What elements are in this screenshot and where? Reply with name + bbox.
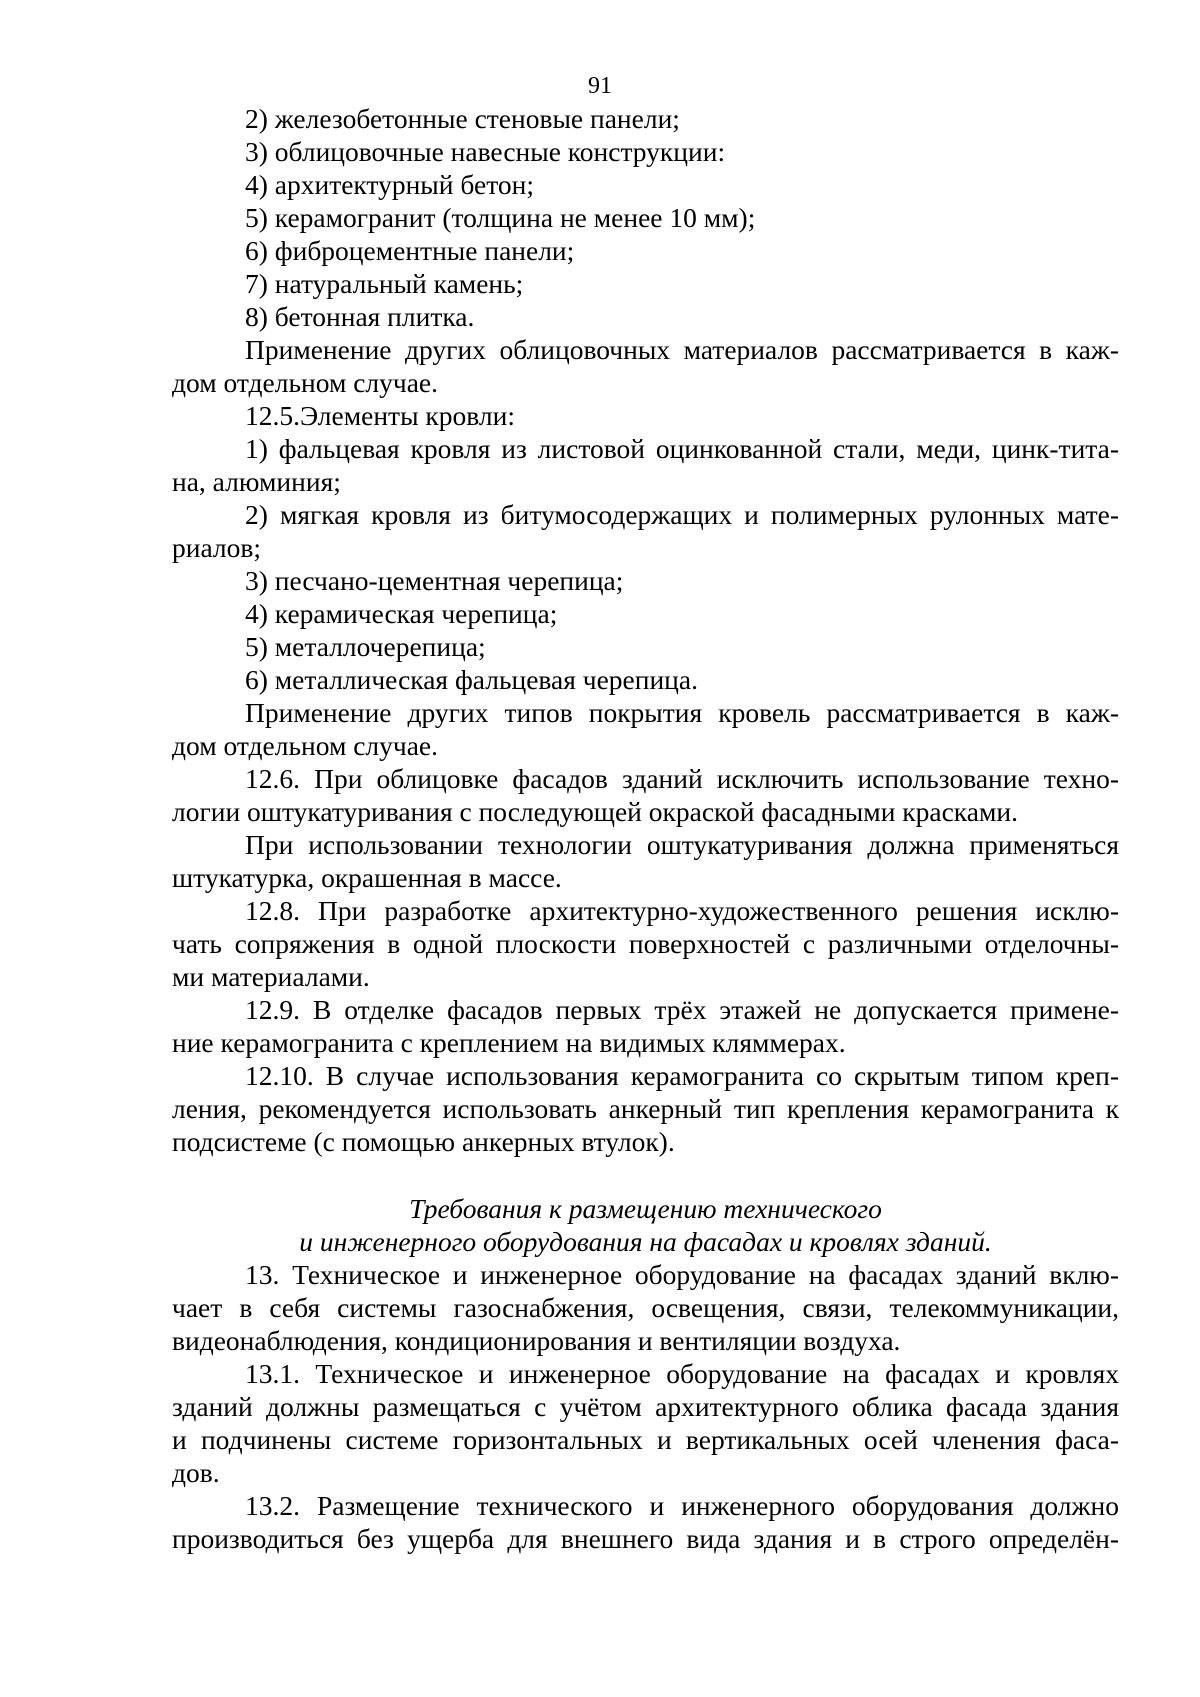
text-line: на, алюминия;: [172, 466, 341, 497]
text-line: Применение других облицовочных материалов рассматривается в каж-: [245, 334, 1119, 365]
text-line: и подчинены системе горизонтальных и вертикальных осей членения фаса-: [172, 1424, 1119, 1455]
text-line: ние керамогранита с креплением на видимых кляммерах.: [172, 1027, 846, 1058]
text-line: 12.5.Элементы кровли:: [245, 400, 515, 431]
text-line: штукатурка, окрашенная в массе.: [172, 862, 562, 893]
document-body: [172, 102, 1119, 1555]
text-line: 5) керамогранит (толщина не менее 10 мм);: [245, 202, 756, 233]
text-line: производиться без ущерба для внешнего вида здания и в строго определён-: [172, 1523, 1119, 1554]
text-line: 4) керамическая черепица;: [245, 598, 558, 629]
text-line: 12.6. При облицовке фасадов зданий исключить использование техно-: [245, 763, 1119, 794]
text-line: 3) облицовочные навесные конструкции:: [245, 136, 726, 167]
text-line: 4) архитектурный бетон;: [245, 169, 534, 200]
text-line: Применение других типов покрытия кровель рассматривается в каж-: [245, 697, 1119, 728]
heading-line: Требования к размещению технического: [409, 1193, 882, 1224]
text-line: 6) металлическая фальцевая черепица.: [245, 664, 698, 695]
text-line: ления, рекомендуется использовать анкерный тип крепления керамогранита к: [172, 1093, 1119, 1124]
text-line: При использовании технологии оштукатуривания должна применяться: [245, 829, 1119, 860]
text-line: 5) металлочерепица;: [245, 631, 486, 662]
text-line: 3) песчано-цементная черепица;: [245, 565, 624, 596]
text-line: 2) железобетонные стеновые панели;: [245, 103, 680, 134]
text-line: дом отдельном случае.: [172, 367, 439, 398]
text-block-before-heading: [172, 102, 1119, 1158]
text-line: зданий должны размещаться с учётом архитектурного облика фасада здания: [172, 1391, 1119, 1422]
text-line: чает в себя системы газоснабжения, освещения, связи, телекоммуникации,: [172, 1292, 1119, 1323]
text-line: видеонаблюдения, кондиционирования и вентиляции воздуха.: [172, 1325, 901, 1356]
text-block-after-heading: [172, 1258, 1119, 1555]
section-gap: [172, 1158, 1119, 1192]
text-line: 13. Техническое и инженерное оборудование на фасадах зданий вклю-: [245, 1259, 1119, 1290]
text-line: 12.10. В случае использования керамогранита со скрытым типом креп-: [245, 1060, 1119, 1091]
section-heading: [172, 1192, 1119, 1258]
text-line: 6) фиброцементные панели;: [245, 235, 575, 266]
text-line: ми материалами.: [172, 961, 370, 992]
text-line: логии оштукатуривания с последующей окраской фасадными красками.: [172, 796, 1018, 827]
text-line: 8) бетонная плитка.: [245, 301, 475, 332]
text-line: риалов;: [172, 532, 262, 563]
text-line: подсистеме (с помощью анкерных втулок).: [172, 1126, 675, 1157]
heading-line: и инженерного оборудования на фасадах и кровлях зданий.: [299, 1226, 992, 1257]
text-line: дов.: [172, 1457, 220, 1488]
text-line: 2) мягкая кровля из битумосодержащих и полимерных рулонных мате-: [245, 499, 1119, 530]
text-line: 1) фальцевая кровля из листовой оцинкованной стали, меди, цинк-тита-: [245, 433, 1119, 464]
text-line: 12.9. В отделке фасадов первых трёх этажей не допускается примене-: [245, 994, 1119, 1025]
text-line: 12.8. При разработке архитектурно-художественного решения исклю-: [245, 895, 1119, 926]
text-line: 13.2. Размещение технического и инженерного оборудования должно: [245, 1490, 1119, 1521]
text-line: 7) натуральный камень;: [245, 268, 524, 299]
text-line: чать сопряжения в одной плоскости поверхностей с различными отделочны-: [172, 928, 1119, 959]
text-line: 13.1. Техническое и инженерное оборудование на фасадах и кровлях: [245, 1358, 1119, 1389]
page-number: 91: [588, 73, 612, 99]
text-line: дом отдельном случае.: [172, 730, 439, 761]
